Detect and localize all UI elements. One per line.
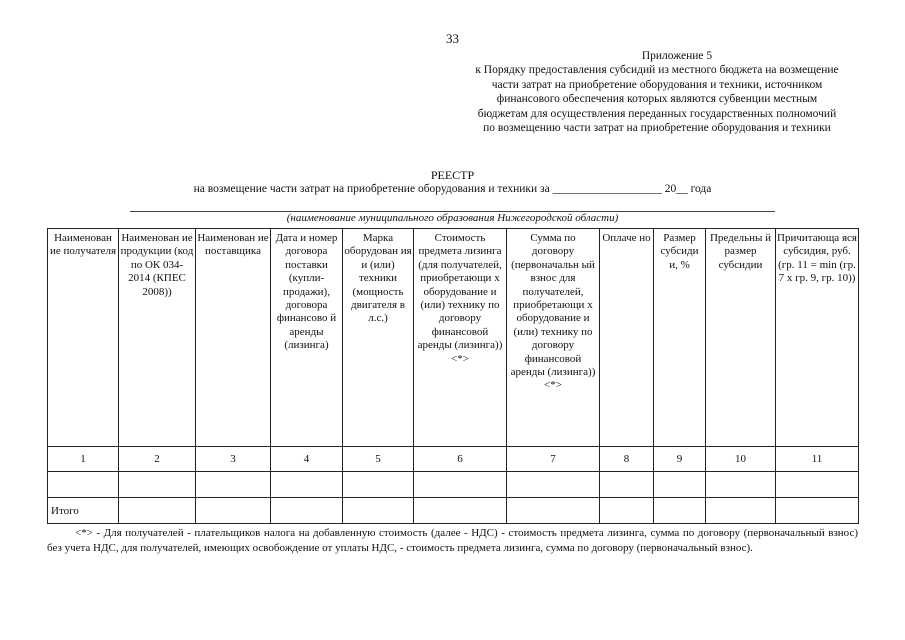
table-header-row [48, 229, 859, 447]
column-header: Наименован ие поставщика [196, 229, 271, 447]
table-cell [706, 498, 776, 524]
total-row [48, 498, 859, 524]
table-cell [654, 472, 706, 498]
table-cell [119, 498, 196, 524]
column-header: Причитающа яся субсидия, руб. (гр. 11 = min (гр. 7 x гр. 9, гр. 10)) [776, 229, 859, 447]
column-header: Сумма по договору (первоначальн ый взнос для получателей, приобретающи х оборудование и (или) технику по договору финансовой аренды (лизинга)) <*> [507, 229, 600, 447]
register-subtitle: на возмещение части затрат на приобретение оборудования и техники за ___________________ 20__ года [193, 183, 712, 195]
column-header: Наименован ие получателя [48, 229, 119, 447]
table-cell [271, 472, 343, 498]
appendix-line: финансового обеспечения которых являются субвенции местным [496, 93, 818, 106]
table-cell [507, 472, 600, 498]
table-cell [706, 472, 776, 498]
table-cell [414, 498, 507, 524]
appendix-line: по возмещению части затрат на приобретение оборудования и техники [483, 122, 831, 135]
column-number: 5 [343, 447, 414, 472]
appendix-header [442, 49, 872, 135]
column-number: 10 [706, 447, 776, 472]
appendix-title: Приложение 5 [641, 50, 713, 62]
column-number: 4 [271, 447, 343, 472]
table-cell [776, 472, 859, 498]
column-number: 11 [776, 447, 859, 472]
column-number: 9 [654, 447, 706, 472]
column-header: Стоимость предмета лизинга (для получателей, приобретающи х оборудование и (или) технику по договору финансовой аренды (лизинга)) <*> [414, 229, 507, 447]
table-cell [271, 498, 343, 524]
column-number: 8 [600, 447, 654, 472]
register-title: РЕЕСТР [430, 168, 475, 182]
table-cell [343, 498, 414, 524]
column-number-row [48, 447, 859, 472]
column-header: Марка оборудован ия и (или) техники (мощность двигателя в л.с.) [343, 229, 414, 447]
column-header: Оплаче но [600, 229, 654, 447]
column-number: 1 [48, 447, 119, 472]
total-label: Итого [48, 498, 119, 524]
table-cell [119, 472, 196, 498]
appendix-line: бюджетам для осуществления переданных государственных полномочий [477, 107, 837, 120]
table-cell [343, 472, 414, 498]
column-number: 3 [196, 447, 271, 472]
column-number: 2 [119, 447, 196, 472]
table-cell [196, 498, 271, 524]
page-number: 33 [446, 31, 459, 46]
table-cell [48, 472, 119, 498]
table-cell [507, 498, 600, 524]
table-cell [600, 472, 654, 498]
column-number: 7 [507, 447, 600, 472]
appendix-line: к Порядку предоставления субсидий из местного бюджета на возмещение [475, 64, 839, 77]
table-cell [414, 472, 507, 498]
footnote: <*> - Для получателей - плательщиков налога на добавленную стоимость (далее - НДС) - стоимость предмета лизинга, сумма по договору (первоначальный взнос) без учета НДС, для получателей, имеющих освобождение от уплаты НДС, - стоимость предмета лизинга, сумма по договору (первоначальный взнос). [47, 527, 858, 554]
table-cell [654, 498, 706, 524]
appendix-line: части затрат на приобретение оборудования и техники, источником [491, 78, 823, 91]
table-cell [196, 472, 271, 498]
column-header: Предельны й размер субсидии [706, 229, 776, 447]
column-number: 6 [414, 447, 507, 472]
table-cell [600, 498, 654, 524]
column-header: Наименован ие продукции (код по ОК 034-2014 (КПЕС 2008)) [119, 229, 196, 447]
table-cell [776, 498, 859, 524]
municipality-caption: (наименование муниципального образования Нижегородской области) [286, 212, 619, 224]
register-table [47, 228, 859, 524]
column-header: Дата и номер договора поставки (купли-продажи), договора финансово й аренды (лизинга) [271, 229, 343, 447]
column-header: Размер субсиди и, % [654, 229, 706, 447]
table-row [48, 472, 859, 498]
